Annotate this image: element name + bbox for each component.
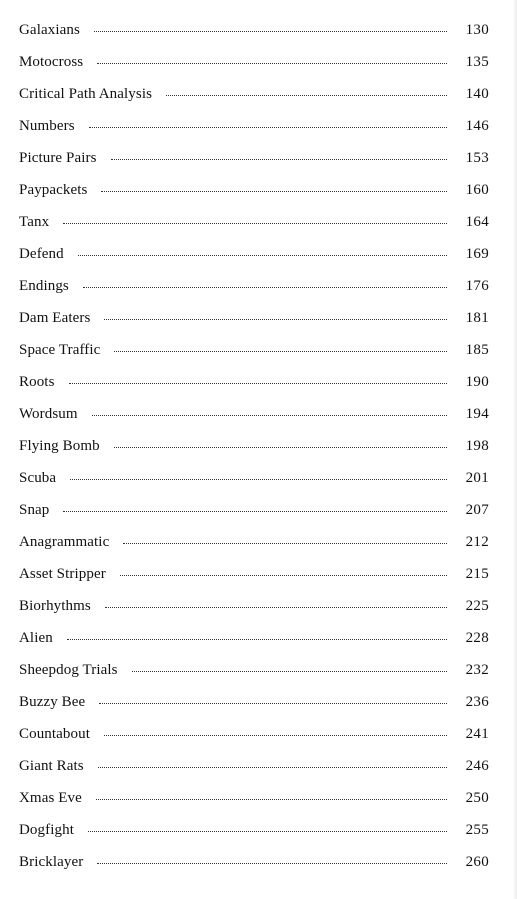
toc-entry — [19, 340, 489, 372]
toc-entry-title: Critical Path Analysis — [19, 86, 153, 102]
toc-entry — [19, 724, 489, 756]
toc-entry-title: Snap — [19, 502, 50, 518]
toc-entry-page: 215 — [465, 566, 489, 582]
toc-entry-page: 176 — [465, 278, 489, 294]
dot-leader — [120, 572, 447, 576]
dot-leader — [114, 444, 447, 448]
toc-entry-page: 236 — [465, 694, 489, 710]
toc-entry-title: Dam Eaters — [19, 310, 91, 326]
dot-leader — [69, 380, 447, 384]
dot-leader — [88, 828, 447, 832]
toc-entry-page: 260 — [465, 854, 489, 870]
toc-entry-title: Sheepdog Trials — [19, 662, 118, 678]
toc-entry-page: 181 — [465, 310, 489, 326]
toc-entry — [19, 820, 489, 852]
toc-entry-title: Numbers — [19, 118, 75, 134]
toc-entry-title: Anagrammatic — [19, 534, 110, 550]
toc-entry — [19, 788, 489, 820]
toc-entry — [19, 308, 489, 340]
toc-entry-title: Roots — [19, 374, 55, 390]
toc-entry-page: 169 — [465, 246, 489, 262]
toc-entry-title: Flying Bomb — [19, 438, 100, 454]
dot-leader — [104, 316, 447, 320]
toc-entry-page: 185 — [465, 342, 489, 358]
toc-entry-page: 160 — [465, 182, 489, 198]
toc-entry-title: Tanx — [19, 214, 50, 230]
toc-entry-title: Wordsum — [19, 406, 78, 422]
dot-leader — [101, 188, 447, 192]
toc-entry-title: Galaxians — [19, 22, 80, 38]
toc-entry-title: Asset Stripper — [19, 566, 106, 582]
toc-entry — [19, 756, 489, 788]
toc-entry-page: 194 — [465, 406, 489, 422]
dot-leader — [63, 508, 447, 512]
dot-leader — [97, 60, 447, 64]
toc-entry-page: 212 — [465, 534, 489, 550]
toc-entry — [19, 628, 489, 660]
toc-entry — [19, 468, 489, 500]
toc-entry-page: 135 — [465, 54, 489, 70]
toc-entry-title: Scuba — [19, 470, 57, 486]
dot-leader — [94, 28, 447, 32]
dot-leader — [92, 412, 447, 416]
dot-leader — [105, 604, 447, 608]
toc-entry-title: Picture Pairs — [19, 150, 97, 166]
toc-entry-page: 140 — [465, 86, 489, 102]
dot-leader — [78, 252, 447, 256]
toc-entry — [19, 692, 489, 724]
toc-entry-page: 246 — [465, 758, 489, 774]
dot-leader — [132, 668, 447, 672]
toc-entry-page: 207 — [465, 502, 489, 518]
toc-entry — [19, 532, 489, 564]
toc-entry — [19, 372, 489, 404]
dot-leader — [67, 636, 447, 640]
dot-leader — [97, 860, 447, 864]
toc-entry — [19, 564, 489, 596]
toc-entry — [19, 180, 489, 212]
dot-leader — [99, 700, 447, 704]
table-of-contents — [19, 20, 489, 884]
toc-entry — [19, 404, 489, 436]
toc-entry — [19, 244, 489, 276]
toc-entry-title: Endings — [19, 278, 69, 294]
dot-leader — [104, 732, 447, 736]
toc-entry-page: 130 — [465, 22, 489, 38]
toc-entry-title: Defend — [19, 246, 64, 262]
toc-entry-page: 164 — [465, 214, 489, 230]
toc-entry-title: Alien — [19, 630, 53, 646]
toc-entry — [19, 84, 489, 116]
toc-entry-title: Buzzy Bee — [19, 694, 86, 710]
toc-entry — [19, 212, 489, 244]
toc-entry-title: Dogfight — [19, 822, 74, 838]
dot-leader — [70, 476, 447, 480]
toc-entry-page: 153 — [465, 150, 489, 166]
dot-leader — [96, 796, 447, 800]
dot-leader — [166, 92, 447, 96]
toc-entry-page: 228 — [465, 630, 489, 646]
toc-entry-title: Countabout — [19, 726, 90, 742]
toc-entry-title: Space Traffic — [19, 342, 101, 358]
dot-leader — [89, 124, 447, 128]
toc-entry — [19, 852, 489, 884]
toc-entry — [19, 52, 489, 84]
toc-entry-page: 146 — [465, 118, 489, 134]
toc-entry — [19, 500, 489, 532]
toc-entry — [19, 596, 489, 628]
toc-entry-page: 198 — [465, 438, 489, 454]
dot-leader — [111, 156, 447, 160]
toc-entry-page: 255 — [465, 822, 489, 838]
toc-entry-page: 250 — [465, 790, 489, 806]
toc-entry-page: 232 — [465, 662, 489, 678]
dot-leader — [123, 540, 447, 544]
toc-entry-title: Paypackets — [19, 182, 88, 198]
toc-entry-title: Bricklayer — [19, 854, 84, 870]
toc-entry-title: Biorhythms — [19, 598, 91, 614]
toc-entry-page: 225 — [465, 598, 489, 614]
toc-entry — [19, 436, 489, 468]
toc-entry — [19, 660, 489, 692]
toc-entry — [19, 20, 489, 52]
toc-entry — [19, 276, 489, 308]
toc-entry-page: 190 — [465, 374, 489, 390]
dot-leader — [114, 348, 447, 352]
dot-leader — [63, 220, 447, 224]
toc-entry-page: 241 — [465, 726, 489, 742]
toc-entry-title: Xmas Eve — [19, 790, 82, 806]
dot-leader — [83, 284, 447, 288]
toc-entry-page: 201 — [465, 470, 489, 486]
toc-entry — [19, 116, 489, 148]
toc-entry-title: Giant Rats — [19, 758, 84, 774]
toc-entry — [19, 148, 489, 180]
page-edge-shadow — [513, 0, 517, 899]
toc-entry-title: Motocross — [19, 54, 84, 70]
dot-leader — [98, 764, 447, 768]
